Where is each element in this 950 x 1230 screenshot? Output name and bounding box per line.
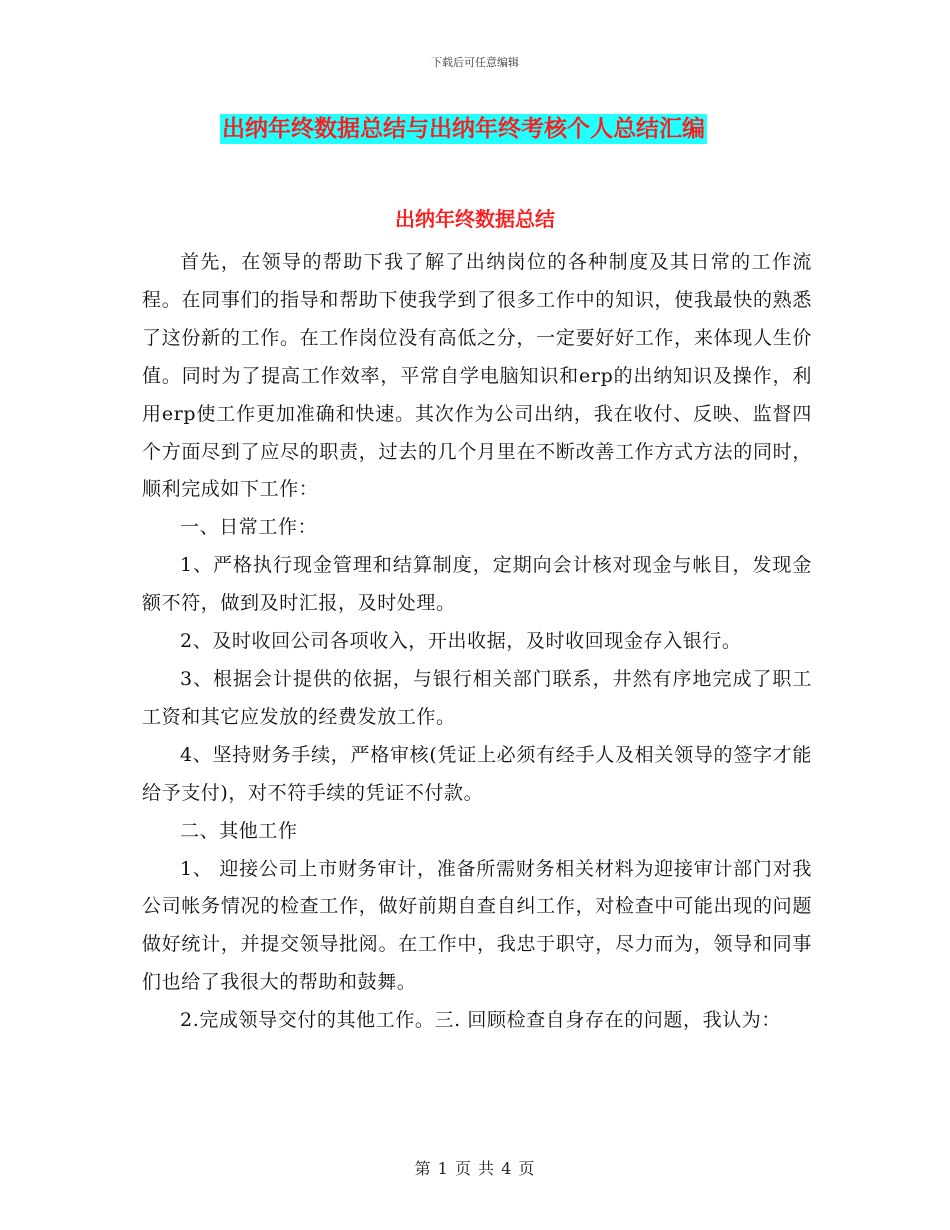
paragraph-item-3: 3、根据会计提供的依据，与银行相关部门联系，井然有序地完成了职工工资和其它应发放的经费发放工作。	[142, 667, 812, 728]
paragraph-other-2: 2.完成领导交付的其他工作。三. 回顾检查自身存在的问题，我认为：	[180, 1009, 782, 1032]
heading-daily-work: 一、日常工作：	[180, 516, 318, 539]
page-number: 第 1 页 共 4 页	[414, 1159, 536, 1178]
heading-other-work: 二、其他工作	[180, 819, 298, 842]
document-title: 出纳年终数据总结与出纳年终考核个人总结汇编	[222, 116, 705, 142]
section-title: 出纳年终数据总结	[395, 207, 555, 231]
paragraph-item-4: 4、坚持财务手续，严格审核(凭证上必须有经手人及相关领导的签字才能给予支付)，对不符手续的凭证不付款。	[142, 743, 812, 804]
header-note: 下载后可任意编辑	[431, 56, 519, 69]
paragraph-other-1: 1、 迎接公司上市财务审计，准备所需财务相关材料为迎接审计部门对我公司帐务情况的检查工作，做好前期自查自纠工作，对检查中可能出现的问题做好统计，并提交领导批阅。在工作中，我忠于职守，尽力而为，领导和同事们也给了我很大的帮助和鼓舞。	[142, 857, 812, 994]
paragraph-intro: 首先，在领导的帮助下我了解了出纳岗位的各种制度及其日常的工作流程。在同事们的指导和帮助下使我学到了很多工作中的知识，使我最快的熟悉了这份新的工作。在工作岗位没有高低之分，一定要好好工作，来体现人生价值。同时为了提高工作效率，平常自学电脑知识和erp的出纳知识及操作，利用erp使工作更加准确和快速。其次作为公司出纳，我在收付、反映、监督四个方面尽到了应尽的职责，过去的几个月里在不断改善工作方式方法的同时，顺利完成如下工作：	[142, 251, 812, 501]
paragraph-item-1: 1、严格执行现金管理和结算制度，定期向会计核对现金与帐目，发现金额不符，做到及时汇报，及时处理。	[142, 554, 812, 615]
paragraph-item-2: 2、及时收回公司各项收入，开出收据，及时收回现金存入银行。	[180, 630, 742, 653]
document-body	[142, 244, 812, 1040]
